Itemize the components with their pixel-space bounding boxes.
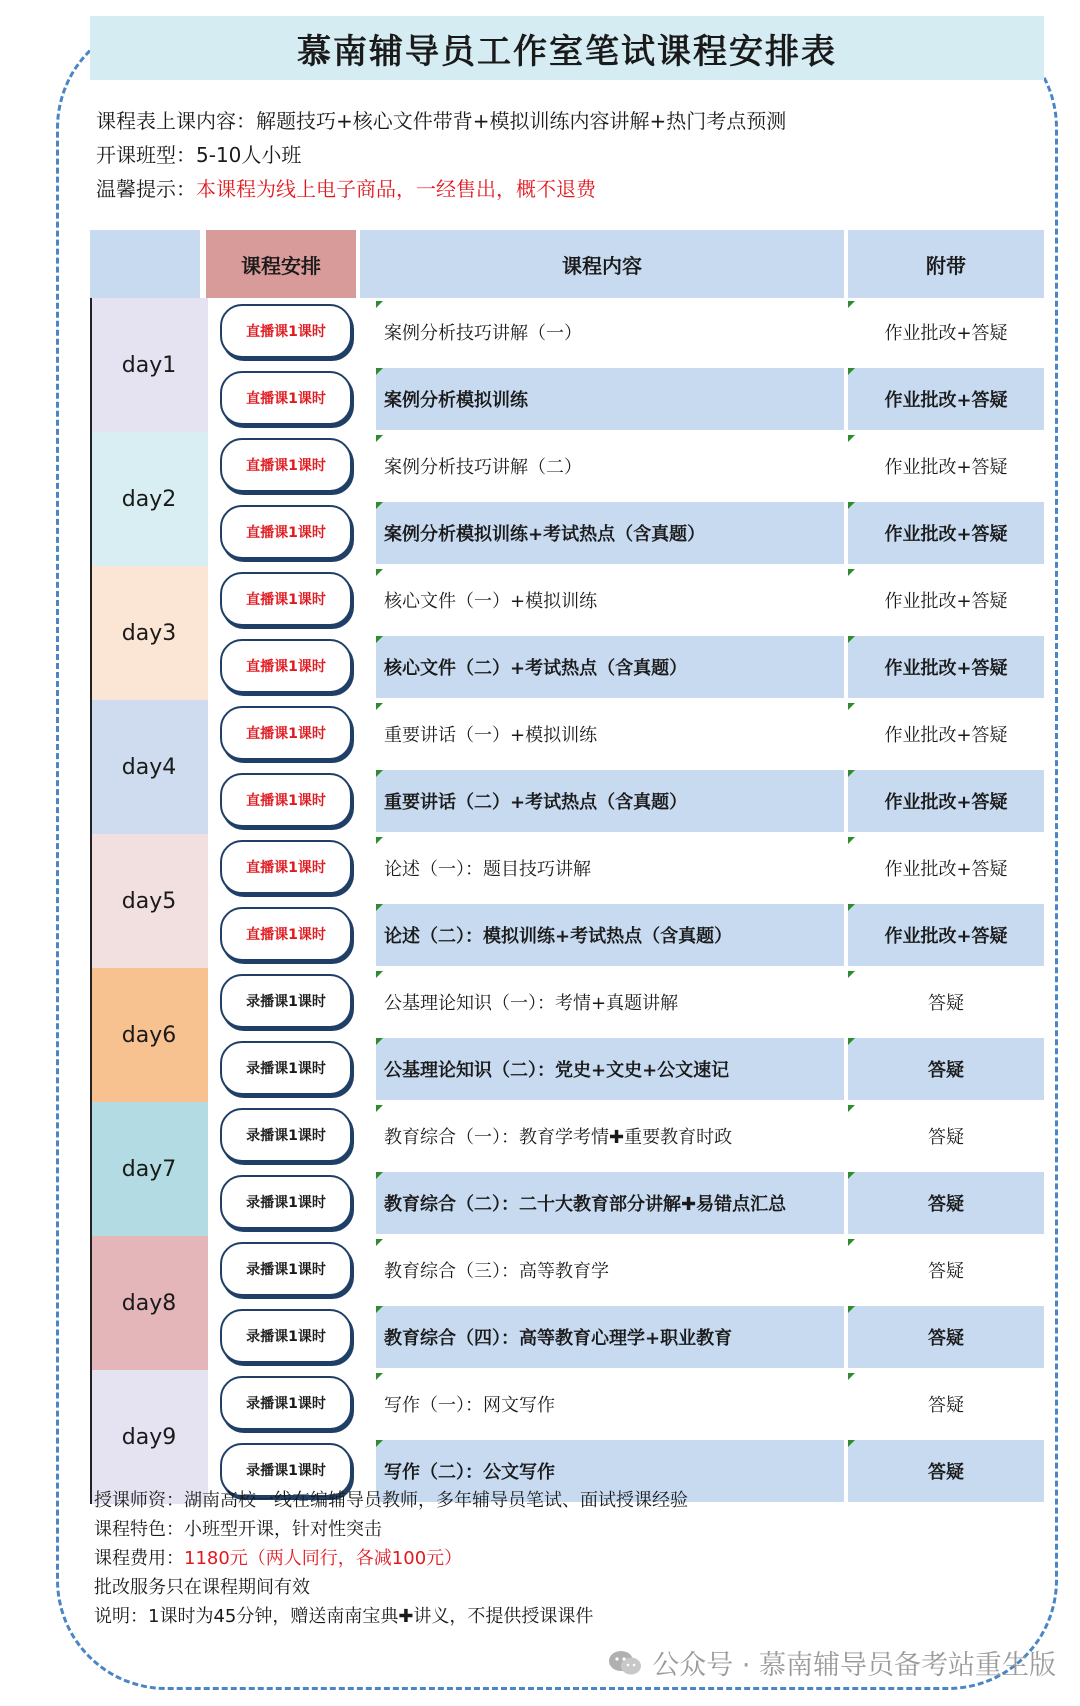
footer-fee-line <box>94 1544 688 1573</box>
footer-service: 批改服务只在课程期间有效 <box>94 1577 310 1598</box>
cell-corner-marker <box>376 1105 383 1112</box>
session-badge: 直播课1课时 <box>220 639 352 693</box>
cell-corner-marker <box>376 636 383 643</box>
session-badge: 录播课1课时 <box>220 1376 352 1430</box>
session-badge: 直播课1课时 <box>220 706 352 760</box>
attach-cell: 答疑 <box>848 1440 1044 1502</box>
watermark-text: 公众号 · 慕南辅导员备考站重生版 <box>652 1650 1056 1681</box>
cell-corner-marker <box>376 1306 383 1313</box>
cell-corner-marker <box>848 703 855 710</box>
notice-label: 温馨提示： <box>96 177 196 201</box>
attach-cell: 作业批改+答疑 <box>848 636 1044 698</box>
notice-value: 本课程为线上电子商品，一经售出，概不退费 <box>196 177 596 201</box>
cell-corner-marker <box>376 435 383 442</box>
header-blank-cell <box>90 230 200 298</box>
session-badge: 录播课1课时 <box>220 1175 352 1229</box>
cell-corner-marker <box>848 1038 855 1045</box>
attach-cell: 作业批改+答疑 <box>848 770 1044 832</box>
attach-cell: 作业批改+答疑 <box>884 323 1008 344</box>
course-content-cell: 重要讲话（二）+考试热点（含真题） <box>376 770 844 832</box>
day-label: day6 <box>90 968 208 1102</box>
session-badge: 直播课1课时 <box>220 304 352 358</box>
cell-corner-marker <box>376 368 383 375</box>
cell-corner-marker <box>848 569 855 576</box>
cell-corner-marker <box>848 770 855 777</box>
cell-corner-marker <box>848 1172 855 1179</box>
course-content-cell: 教育综合（三）：高等教育学 <box>384 1261 609 1282</box>
course-content-cell: 教育综合（二）：二十大教育部分讲解✚易错点汇总 <box>376 1172 844 1234</box>
footer-notes <box>94 1486 688 1631</box>
attach-cell: 作业批改+答疑 <box>848 368 1044 430</box>
attach-cell: 答疑 <box>848 1172 1044 1234</box>
course-content-cell: 重要讲话（一）+模拟训练 <box>384 725 598 746</box>
attach-cell: 作业批改+答疑 <box>884 591 1008 612</box>
session-badge: 录播课1课时 <box>220 1041 352 1095</box>
day-label: day3 <box>90 566 208 700</box>
attach-cell: 答疑 <box>928 1395 964 1416</box>
fee-label: 课程费用： <box>94 1548 184 1569</box>
course-content-cell: 案例分析技巧讲解（一） <box>384 323 582 344</box>
attach-cell: 作业批改+答疑 <box>884 457 1008 478</box>
attach-cell: 答疑 <box>928 1261 964 1282</box>
footer-features: 课程特色：小班型开课，针对性突击 <box>94 1519 382 1540</box>
footer-explanation: 说明：1课时为45分钟，赠送南南宝典✚讲义，不提供授课课件 <box>94 1606 594 1627</box>
attach-cell: 答疑 <box>928 993 964 1014</box>
day-label: day2 <box>90 432 208 566</box>
day-label: day7 <box>90 1102 208 1236</box>
page-title: 慕南辅导员工作室笔试课程安排表 <box>90 16 1044 80</box>
attach-cell: 作业批改+答疑 <box>884 859 1008 880</box>
course-content-cell: 案例分析技巧讲解（二） <box>384 457 582 478</box>
course-content-cell: 核心文件（二）+考试热点（含真题） <box>376 636 844 698</box>
session-badge: 直播课1课时 <box>220 371 352 425</box>
info-content-line: 课程表上课内容：解题技巧+核心文件带背+模拟训练内容讲解+热门考点预测 <box>96 109 787 133</box>
course-content-cell: 写作（二）：公文写作 <box>376 1440 844 1502</box>
session-badge: 直播课1课时 <box>220 907 352 961</box>
table-left-border <box>90 298 92 1504</box>
cell-corner-marker <box>848 904 855 911</box>
cell-corner-marker <box>376 703 383 710</box>
cell-corner-marker <box>848 1239 855 1246</box>
attach-cell: 答疑 <box>848 1038 1044 1100</box>
cell-corner-marker <box>376 770 383 777</box>
cell-corner-marker <box>848 502 855 509</box>
cell-corner-marker <box>376 1373 383 1380</box>
course-content-cell: 论述（一）：题目技巧讲解 <box>384 859 591 880</box>
day-label: day8 <box>90 1236 208 1370</box>
cell-corner-marker <box>376 904 383 911</box>
cell-corner-marker <box>848 636 855 643</box>
course-info <box>96 104 786 206</box>
day-label: day1 <box>90 298 208 432</box>
header-schedule: 课程安排 <box>206 230 356 298</box>
cell-corner-marker <box>376 1038 383 1045</box>
course-content-cell: 案例分析模拟训练+考试热点（含真题） <box>376 502 844 564</box>
session-badge: 直播课1课时 <box>220 505 352 559</box>
cell-corner-marker <box>848 368 855 375</box>
course-content-cell: 教育综合（四）：高等教育心理学+职业教育 <box>376 1306 844 1368</box>
course-content-cell: 写作（一）：网文写作 <box>384 1395 555 1416</box>
session-badge: 直播课1课时 <box>220 572 352 626</box>
cell-corner-marker <box>376 971 383 978</box>
cell-corner-marker <box>848 1306 855 1313</box>
cell-corner-marker <box>376 569 383 576</box>
cell-corner-marker <box>376 301 383 308</box>
cell-corner-marker <box>848 1440 855 1447</box>
course-content-cell: 论述（二）：模拟训练+考试热点（含真题） <box>376 904 844 966</box>
info-class-type-line: 开课班型：5-10人小班 <box>96 143 302 167</box>
cell-corner-marker <box>376 502 383 509</box>
fee-value: 1180元（两人同行，各减100元） <box>184 1548 463 1569</box>
info-notice-line <box>96 172 786 206</box>
session-badge: 录播课1课时 <box>220 1309 352 1363</box>
attach-cell: 作业批改+答疑 <box>848 502 1044 564</box>
cell-corner-marker <box>376 1172 383 1179</box>
cell-corner-marker <box>848 1373 855 1380</box>
day-label: day9 <box>90 1370 208 1504</box>
session-badge: 录播课1课时 <box>220 1108 352 1162</box>
cell-corner-marker <box>848 837 855 844</box>
cell-corner-marker <box>848 435 855 442</box>
day-label: day5 <box>90 834 208 968</box>
course-content-cell: 案例分析模拟训练 <box>376 368 844 430</box>
attach-cell: 答疑 <box>848 1306 1044 1368</box>
attach-cell: 答疑 <box>928 1127 964 1148</box>
attach-cell: 作业批改+答疑 <box>884 725 1008 746</box>
wechat-icon <box>608 1649 642 1677</box>
cell-corner-marker <box>376 837 383 844</box>
session-badge: 直播课1课时 <box>220 773 352 827</box>
header-attach: 附带 <box>848 230 1044 298</box>
watermark <box>608 1643 1056 1682</box>
cell-corner-marker <box>376 1239 383 1246</box>
attach-cell: 作业批改+答疑 <box>848 904 1044 966</box>
session-badge: 录播课1课时 <box>220 1443 352 1497</box>
course-content-cell: 公基理论知识（二）：党史+文史+公文速记 <box>376 1038 844 1100</box>
session-badge: 直播课1课时 <box>220 840 352 894</box>
header-content: 课程内容 <box>360 230 844 298</box>
course-content-cell: 教育综合（一）：教育学考情✚重要教育时政 <box>384 1127 733 1148</box>
session-badge: 录播课1课时 <box>220 1242 352 1296</box>
cell-corner-marker <box>848 1105 855 1112</box>
day-label: day4 <box>90 700 208 834</box>
cell-corner-marker <box>376 1440 383 1447</box>
footer-teachers: 授课师资：湖南高校一线在编辅导员教师，多年辅导员笔试、面试授课经验 <box>94 1490 688 1511</box>
session-badge: 直播课1课时 <box>220 438 352 492</box>
cell-corner-marker <box>848 971 855 978</box>
session-badge: 录播课1课时 <box>220 974 352 1028</box>
course-content-cell: 核心文件（一）+模拟训练 <box>384 591 598 612</box>
cell-corner-marker <box>848 301 855 308</box>
course-content-cell: 公基理论知识（一）：考情+真题讲解 <box>384 993 679 1014</box>
